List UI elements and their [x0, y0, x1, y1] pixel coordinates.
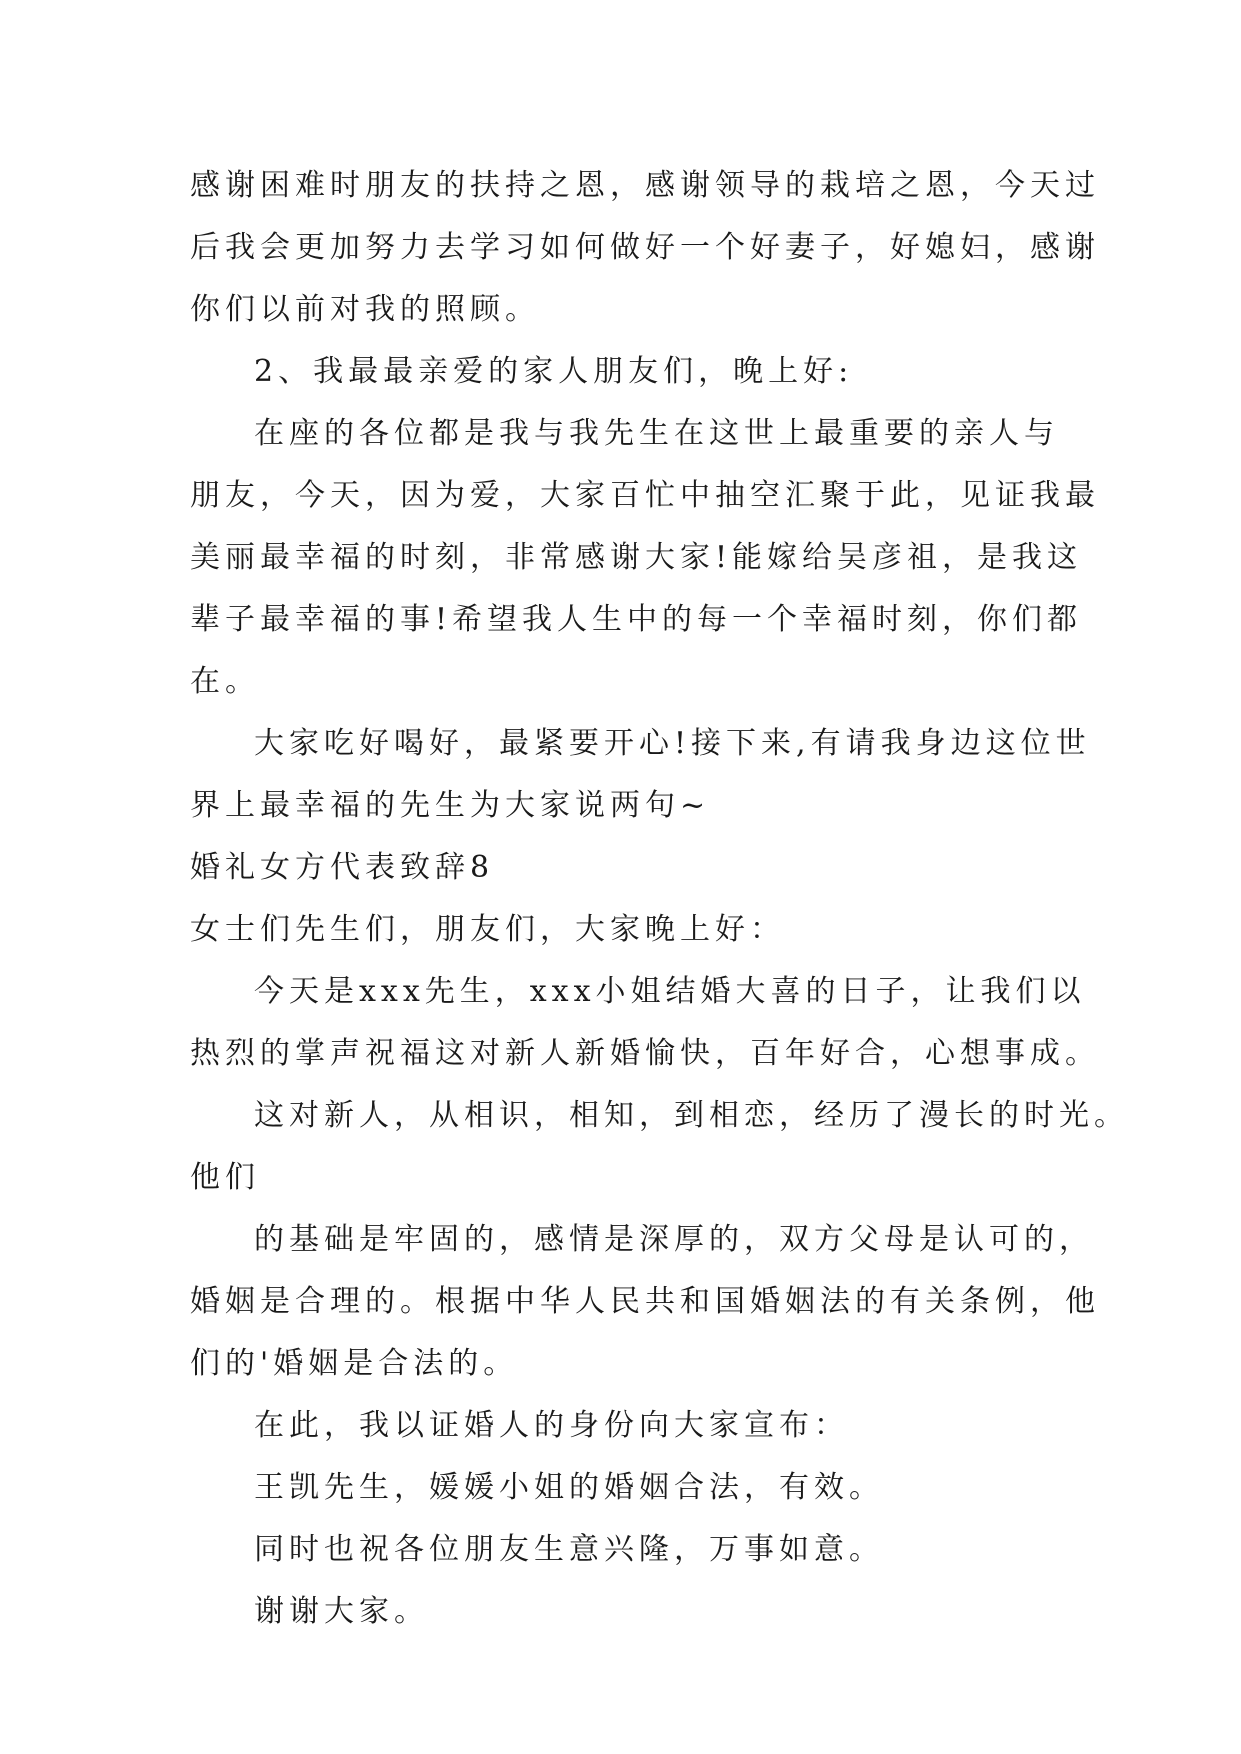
text-line: 在座的各位都是我与我先生在这世上最重要的亲人与 — [254, 416, 1059, 451]
text-line: 朋友，今天，因为爱，大家百忙中抽空汇聚于此，见证我最 — [190, 478, 1100, 513]
text-line: 后我会更加努力去学习如何做好一个好妻子，好媳妇，感谢 — [190, 230, 1100, 265]
text-line: 婚礼女方代表致辞8 — [190, 850, 495, 885]
text-line: 在此，我以证婚人的身份向大家宣布： — [254, 1408, 849, 1443]
text-line: 在。 — [190, 664, 260, 699]
text-line: 美丽最幸福的时刻，非常感谢大家!能嫁给吴彦祖，是我这 — [190, 540, 1083, 575]
text-line: 2、我最最亲爱的家人朋友们，晚上好: — [254, 354, 854, 389]
text-line: 婚姻是合理的。根据中华人民共和国婚姻法的有关条例，他 — [190, 1284, 1100, 1319]
text-line: 你们以前对我的照顾。 — [190, 292, 540, 327]
text-line: 的基础是牢固的，感情是深厚的，双方父母是认可的， — [254, 1222, 1094, 1257]
text-line: 热烈的掌声祝福这对新人新婚愉快，百年好合，心想事成。 — [190, 1036, 1100, 1071]
text-line: 感谢困难时朋友的扶持之恩，感谢领导的栽培之恩，今天过 — [190, 168, 1100, 203]
text-line: 们的'婚姻是合法的。 — [190, 1346, 519, 1381]
text-line: 今天是xxx先生，xxx小姐结婚大喜的日子，让我们以 — [254, 974, 1086, 1009]
text-line: 这对新人，从相识，相知，到相恋，经历了漫长的时光。 — [254, 1098, 1129, 1133]
text-line: 他们 — [190, 1160, 260, 1195]
document-body — [190, 155, 1129, 1643]
text-line: 王凯先生，媛媛小姐的婚姻合法，有效。 — [254, 1470, 884, 1505]
text-line: 谢谢大家。 — [254, 1594, 429, 1629]
text-line: 大家吃好喝好，最紧要开心!接下来,有请我身边这位世 — [254, 726, 1091, 761]
text-line: 界上最幸福的先生为大家说两句~ — [190, 788, 711, 823]
text-line: 同时也祝各位朋友生意兴隆，万事如意。 — [254, 1532, 884, 1567]
text-line: 女士们先生们，朋友们，大家晚上好： — [190, 912, 785, 947]
text-line: 辈子最幸福的事!希望我人生中的每一个幸福时刻，你们都 — [190, 602, 1083, 637]
